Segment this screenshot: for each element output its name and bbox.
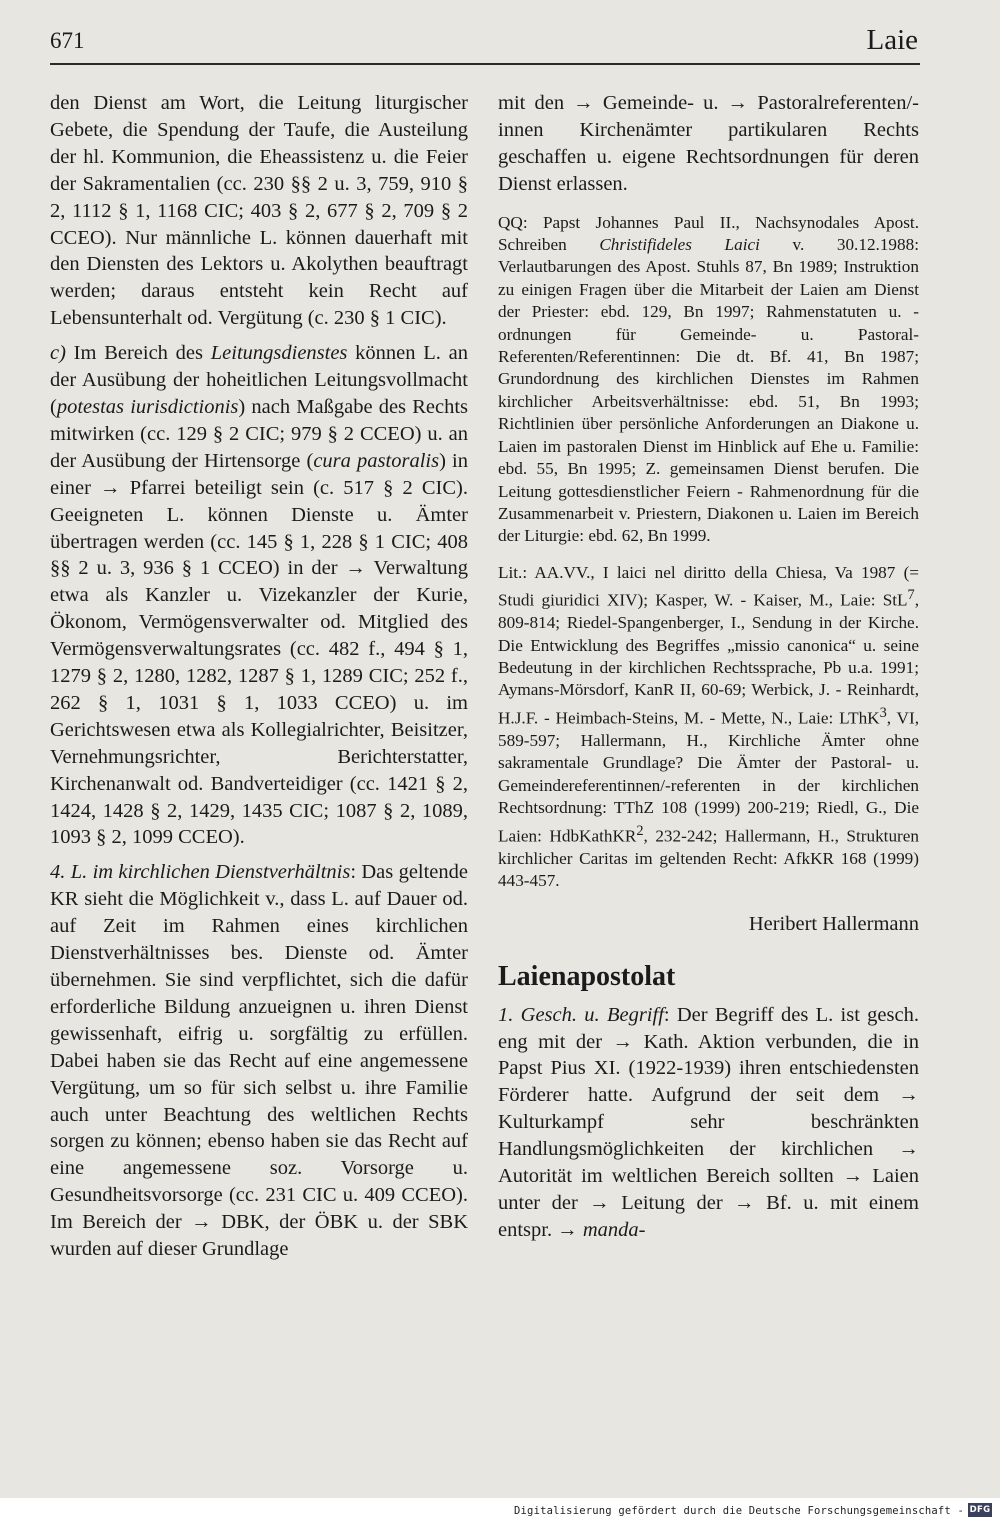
superscript: 2 [636, 822, 644, 839]
text-run: können L. an der Ausübung der hoheitlichen Leitungsvollmacht ( [50, 342, 468, 418]
text-run: ) in einer → Pfarrei beteiligt sein (c. 517 § 2 CIC). Geeigneten L. können Dienste u. Ämter übertragen werden (cc. 145 § 1, 228 § 1 CIC; 408 §§ 2 u. 3, 936 § 1 CCEO) in der → Verwaltung etwa als Kanzler u. Vizekanzler der Kurie, Ökonom, Vermögensverwalter od. Mitglied des Vermögensverwaltungsrates (cc. 482 f., 494 § 1, 1279 § 2, 1280, 1282, 1287 § 1, 1289 CIC; 252 f., 262 § 1, 1031 § 1, 1033 CCEO) u. im Gerichtswesen etwa als Kollegialrichter, Beisitzer, Vernehmungsrichter, Berichterstatter, Kirchenanwalt od. Bandverteidiger (cc. 1421 § 2, 1424, 1428 § 2, 1429, 1435 CIC; 1087 § 2, 1089, 1093 § 2, 1099 CCEO). [50, 449, 468, 849]
italic-term: manda- [582, 1218, 646, 1241]
article-heading: Laienapostolat [498, 960, 676, 992]
superscript: 3 [879, 704, 887, 721]
text-run: : Das geltende KR sieht die Möglichkeit v., dass L. auf Dauer od. auf Zeit im Rahmen eines kirchlichen Dienstverhältnisses bes. Dienste od. Ämter übernehmen. Sie sind verpflichtet, sich die dafür erforderliche Bildung anzueignen u. ihren Dienst gewissenhaft, eifrig u. sorgfältig zu erfüllen. Dabei haben sie das Recht auf eine angemessene Vergütung, um so für sich selbst u. ihre Familie auch unter Beachtung des weltlichen Rechts sorgen zu können; ebenso haben sie das Recht auf eine angemessene soz. Vorsorge u. Gesundheitsvorsorge (cc. 231 CIC u. 409 CCEO). Im Bereich der → DBK, der ÖBK u. der SBK wurden auf dieser Grundlage [50, 861, 469, 1261]
right-paragraph-last [498, 1002, 919, 1244]
italic-term: cura pastoralis [313, 449, 440, 472]
page-header [50, 22, 918, 60]
text-run: ) nach Maßgabe des Rechts mitwirken (cc. 129 § 2 CIC; 979 § 2 CCEO) u. an der Ausübung der Hirtensorge ( [50, 395, 469, 472]
literature-block [498, 562, 919, 893]
sources-block [498, 212, 919, 548]
superscript: 7 [907, 587, 915, 604]
italic-term: Leitungsdienstes [210, 342, 348, 365]
text-run: Im Bereich des [65, 342, 211, 365]
text-run: , 809-814; Riedel-Spangenberger, I., Sendung in der Kirche. Die Entwicklung des Begriffes „missio canonica“ u. seine Bedeutung in der kirchlichen Rechtssprache, Pb u.a. 1991; Aymans-Mörsdorf, KanR II, 60-69; Werbick, J. - Reinhardt, H.J.F. - Heimbach-Steins, M. - Mette, N., Laie: LThK [498, 590, 919, 728]
text-run: Lit.: AA.VV., I laici nel diritto della Chiesa, Va 1987 (= Studi giuridici XIV); Kasper, W. - Kaiser, M., Laie: StL [498, 562, 919, 610]
dfg-logo: DFG [969, 1505, 991, 1515]
left-column [50, 90, 468, 1263]
page-number: 671 [50, 28, 85, 53]
section-label-c: c) [50, 342, 66, 365]
left-paragraph-3 [50, 859, 468, 1263]
text-run: QQ: Papst Johannes Paul II., Nachsynodales Apost. Schreiben [498, 212, 919, 255]
section-label-1: 1. Gesch. u. Begriff [498, 1003, 664, 1026]
section-label-4: 4. L. im kirchlichen Dienstverhältnis [50, 861, 351, 884]
text-run: , 232-242; Hallermann, H., Strukturen kirchlicher Caritas im geltenden Recht: AfkKR 168 (1999) 443-457. [498, 826, 919, 891]
digitization-footer [0, 1498, 1000, 1525]
text-run: , VI, 589-597; Hallermann, H., Kirchliche Ämter ohne sakramentale Grundlage? Die Ämter der Pastoral- u. Gemeindereferentinnen/-referenten in der kirchlichen Rechtsordnung: TThZ 108 (1999) 200-219; Riedl, G., Die Laien: HdbKathKR [498, 708, 919, 846]
left-paragraph-2 [50, 340, 468, 851]
text-run: v. 30.12.1988: Verlautbarungen des Apost. Stuhls 87, Bn 1989; Instruktion zu einigen Fragen über die Mitarbeit der Laien am Dienst der Priester: ebd. 129, Bn 1997; Rahmenstatuten u. -ordnungen für Gemeinde- u. Pastoral-Referenten/Referentinnen: Die dt. Bf. 41, Bn 1987; Grundordnung des kirchlichen Dienstes im Rahmen kirchlicher Arbeitsverhältnisse: ebd. 51, Bn 1993; Richtlinien über persönliche Anforderungen an Diakone u. Laien im pastoralen Dienst im Hinblick auf Ehe u. Familie: ebd. 55, Bn 1995; Z. gemeinsamen Dienst berufen. Die Leitung gottesdienstlicher Feiern - Rahmenordnung für die Zusammenarbeit v. Priestern, Diakonen u. Laien im Bereich der Liturgie: ebd. 62, Bn 1999. [498, 235, 919, 546]
footer-credit: Digitalisierung gefördert durch die Deutsche Forschungsgemeinschaft - [514, 1505, 964, 1517]
italic-term: Christifideles Laici [599, 235, 760, 255]
right-paragraph-1: mit den → Gemeinde- u. → Pastoralreferenten/-innen Kirchenämter partikularen Rechts geschaffen u. eigene Rechtsordnungen für deren Dienst erlassen. [498, 92, 919, 195]
text-run: : Der Begriff des L. ist gesch. eng mit der → Kath. Aktion verbunden, die in Papst Pius XI. (1922-1939) ihren entschiedensten Förderer hatte. Aufgrund der seit dem → Kulturkampf sehr beschränkten Handlungsmöglichkeiten der kirchlichen → Autorität im weltlichen Bereich sollten → Laien unter der → Leitung der → Bf. u. mit einem entspr. → [498, 1003, 919, 1241]
author-signature: Heribert Hallermann [748, 912, 919, 935]
header-rule [50, 63, 920, 65]
running-head: Laie [866, 24, 918, 56]
right-column [498, 90, 919, 1244]
left-paragraph-1: den Dienst am Wort, die Leitung liturgischer Gebete, die Spendung der Taufe, die Austeilung der hl. Kommunion, die Eheassistenz u. die Feier der Sakramentalien (cc. 230 §§ 2 u. 3, 759, 910 § 2, 1112 § 1, 1168 CIC; 403 § 2, 677 § 2, 709 § 2 CCEO). Nur männliche L. können dauerhaft mit den Diensten des Lektors u. Akolythen beauftragt werden; daraus entsteht kein Recht auf Lebensunterhalt od. Vergütung (c. 230 § 1 CIC). [50, 92, 468, 330]
italic-term: potestas iurisdictionis [56, 395, 239, 418]
